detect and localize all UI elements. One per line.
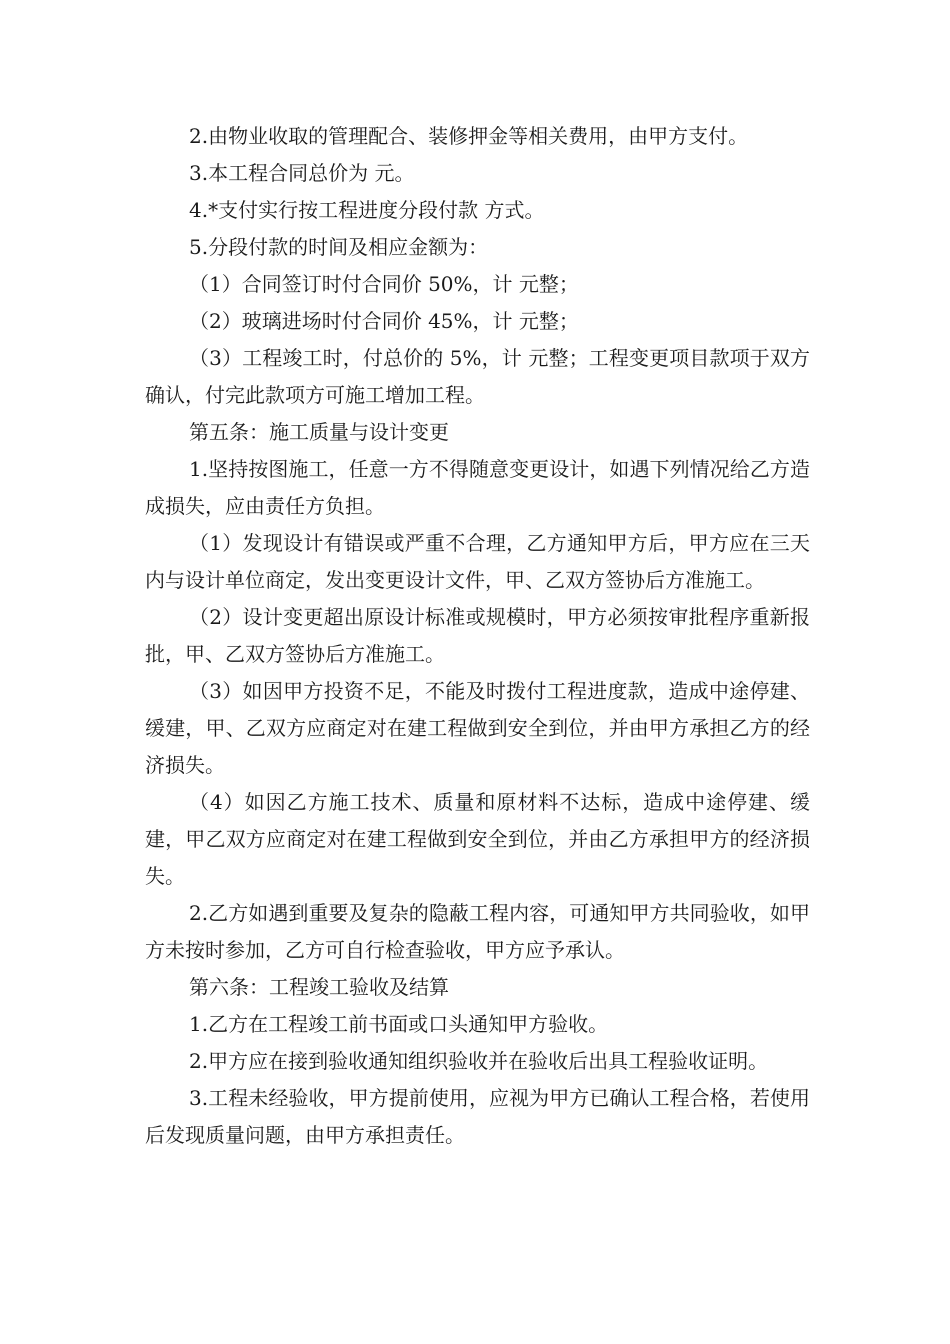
paragraph-installment-1: （1）合同签订时付合同价 50%，计 元整； bbox=[189, 272, 579, 296]
paragraph-installment-2: （2）玻璃进场时付合同价 45%，计 元整； bbox=[189, 309, 579, 333]
paragraph-article-6-item-1: 1.乙方在工程竣工前书面或口头通知甲方验收。 bbox=[189, 1012, 609, 1036]
paragraph-contract-total: 3.本工程合同总价为 元。 bbox=[189, 161, 415, 185]
paragraph-installments-heading: 5.分段付款的时间及相应金额为： bbox=[189, 235, 489, 259]
section-heading-article-5: 第五条：施工质量与设计变更 bbox=[189, 420, 449, 444]
paragraph-article-5-sub-1: （1）发现设计有错误或严重不合理，乙方通知甲方后，甲方应在三天内与设计单位商定，发出变更设计文件，甲、乙双方签协后方准施工。 bbox=[145, 531, 810, 592]
section-heading-article-6: 第六条：工程竣工验收及结算 bbox=[189, 975, 449, 999]
paragraph-article-5-item-1: 1.坚持按图施工，任意一方不得随意变更设计，如遇下列情况给乙方造成损失，应由责任方负担。 bbox=[145, 457, 810, 518]
paragraph-article-6-item-2: 2.甲方应在接到验收通知组织验收并在验收后出具工程验收证明。 bbox=[189, 1049, 769, 1073]
paragraph-payment-fees: 2.由物业收取的管理配合、装修押金等相关费用，由甲方支付。 bbox=[189, 124, 749, 148]
document-body bbox=[145, 118, 810, 1154]
paragraph-article-5-sub-3: （3）如因甲方投资不足，不能及时拨付工程进度款，造成中途停建、缓建，甲、乙双方应商定对在建工程做到安全到位，并由甲方承担乙方的经济损失。 bbox=[145, 679, 810, 777]
paragraph-payment-method: 4.*支付实行按工程进度分段付款 方式。 bbox=[189, 198, 545, 222]
paragraph-installment-3: （3）工程竣工时，付总价的 5%，计 元整；工程变更项目款项于双方确认，付完此款项方可施工增加工程。 bbox=[145, 346, 810, 407]
paragraph-article-5-sub-2: （2）设计变更超出原设计标准或规模时，甲方必须按审批程序重新报批，甲、乙双方签协后方准施工。 bbox=[145, 605, 810, 666]
paragraph-article-5-item-2: 2.乙方如遇到重要及复杂的隐蔽工程内容，可通知甲方共同验收，如甲方未按时参加，乙方可自行检查验收，甲方应予承认。 bbox=[145, 901, 810, 962]
paragraph-article-6-item-3: 3.工程未经验收，甲方提前使用，应视为甲方已确认工程合格，若使用后发现质量问题，由甲方承担责任。 bbox=[145, 1086, 810, 1147]
paragraph-article-5-sub-4: （4）如因乙方施工技术、质量和原材料不达标，造成中途停建、缓建，甲乙双方应商定对在建工程做到安全到位，并由乙方承担甲方的经济损失。 bbox=[145, 790, 810, 888]
